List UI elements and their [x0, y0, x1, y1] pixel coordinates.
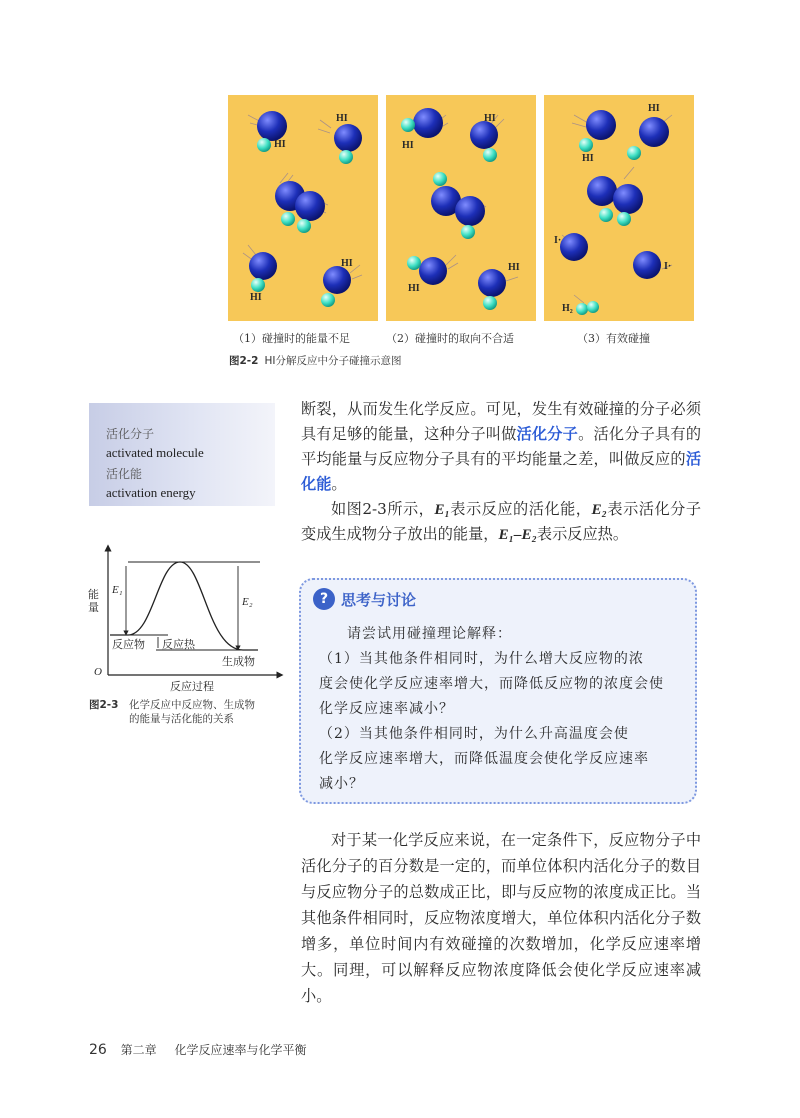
molecule-label: HI [336, 113, 348, 124]
axis-label-energy: 能量 [88, 588, 99, 614]
question-icon: ? [313, 588, 335, 610]
glossary-term-zh: 活化分子 [106, 427, 155, 441]
label-e1: E₁ [112, 584, 123, 596]
highlight-term: 活化分子 [516, 425, 579, 443]
panel-caption-2: （2）碰撞时的取向不合适 [386, 332, 514, 345]
molecule-label: HI [274, 139, 286, 150]
paragraph-figure-2-3-explanation: 如图2-3所示，E₁表示反应的活化能，E₂表示活化分子变成生成物分子放出的能量，E₁–E₂表示反应热。 [301, 500, 702, 543]
page-footer [89, 1041, 307, 1058]
discussion-line: 化学反应速率增大，而降低温度会使化学反应速率 [319, 751, 649, 767]
label-e2: E₂ [242, 596, 253, 608]
collision-panel-2 [386, 95, 536, 321]
discussion-line: 度会使化学反应速率增大，而降低反应物的浓度会使 [319, 676, 664, 692]
molecule-label: I· [664, 261, 672, 272]
molecule-label: HI [408, 283, 420, 294]
glossary-term-zh: 活化能 [106, 467, 143, 481]
glossary-term-en: activated molecule [106, 445, 204, 460]
discussion-box [299, 578, 697, 804]
collision-panel-3 [544, 95, 694, 321]
label-reactant: 反应物 [112, 638, 145, 651]
label-product: 生成物 [222, 655, 255, 668]
molecule-label: HI [648, 103, 660, 114]
molecule-label: H₂ [562, 303, 573, 314]
chapter-label: 第二章 [120, 1043, 157, 1057]
molecule-label: HI [341, 258, 353, 269]
figure-caption-2-2 [229, 353, 401, 368]
discussion-line: （2）当其他条件相同时，为什么升高温度会使 [319, 726, 629, 742]
molecule-label: HI [402, 140, 414, 151]
molecule-label: HI [250, 292, 262, 303]
discussion-line: （1）当其他条件相同时，为什么增大反应物的浓 [319, 651, 644, 667]
discussion-line: 请尝试用碰撞理论解释： [347, 626, 512, 642]
molecule-label: HI [508, 262, 520, 273]
panel-caption-1: （1）碰撞时的能量不足 [233, 332, 350, 345]
glossary-term-en: activation energy [106, 485, 196, 500]
panel-caption-3: （3）有效碰撞 [577, 332, 650, 345]
highlight-term: 活化能 [301, 450, 701, 493]
figure-caption-2-3: 图2-3 化学反应中反应物、生成物 的能量与活化能的关系 [89, 699, 255, 725]
collision-panel-1 [228, 95, 378, 321]
paragraph-activated-molecule: 断裂，从而发生化学反应。可见，发生有效碰撞的分子必须具有足够的能量，这种分子叫做活化分子。活化分子具有的平均能量与反应物分子具有的平均能量之差，叫做反应的活化能。 [301, 400, 702, 493]
origin-label: O [94, 666, 102, 678]
page-number: 26 [89, 1042, 107, 1058]
molecule-label: HI [582, 153, 594, 164]
figure-title: HI分解反应中分子碰撞示意图 [264, 355, 402, 367]
figure-number: 图2-2 [229, 355, 259, 367]
label-reaction-heat: 反应热 [162, 638, 195, 651]
chapter-title: 化学反应速率与化学平衡 [174, 1043, 307, 1057]
discussion-header [313, 586, 416, 612]
discussion-title: 思考与讨论 [341, 590, 417, 609]
discussion-line: 减小？ [319, 776, 364, 792]
figure-number: 图2-3 [89, 699, 119, 711]
molecule-label: HI [484, 113, 496, 124]
axis-label-process: 反应过程 [170, 680, 214, 693]
energy-diagram [88, 540, 288, 693]
paragraph-concentration: 对于某一化学反应来说，在一定条件下，反应物分子中活化分子的百分数是一定的，而单位体积内活化分子的数目与反应物分子的总数成正比，即与反应物的浓度成正比。当其他条件相同时，反应物浓度增大，单位体积内活化分子数增多，单位时间内有效碰撞的次数增加，化学反应速率增大。同理，可以解释反应物浓度降低会使化学反应速率减小。 [301, 831, 701, 1005]
glossary-box [89, 403, 275, 506]
molecule-label: I· [554, 235, 562, 246]
discussion-line: 化学反应速率减小？ [319, 701, 454, 717]
